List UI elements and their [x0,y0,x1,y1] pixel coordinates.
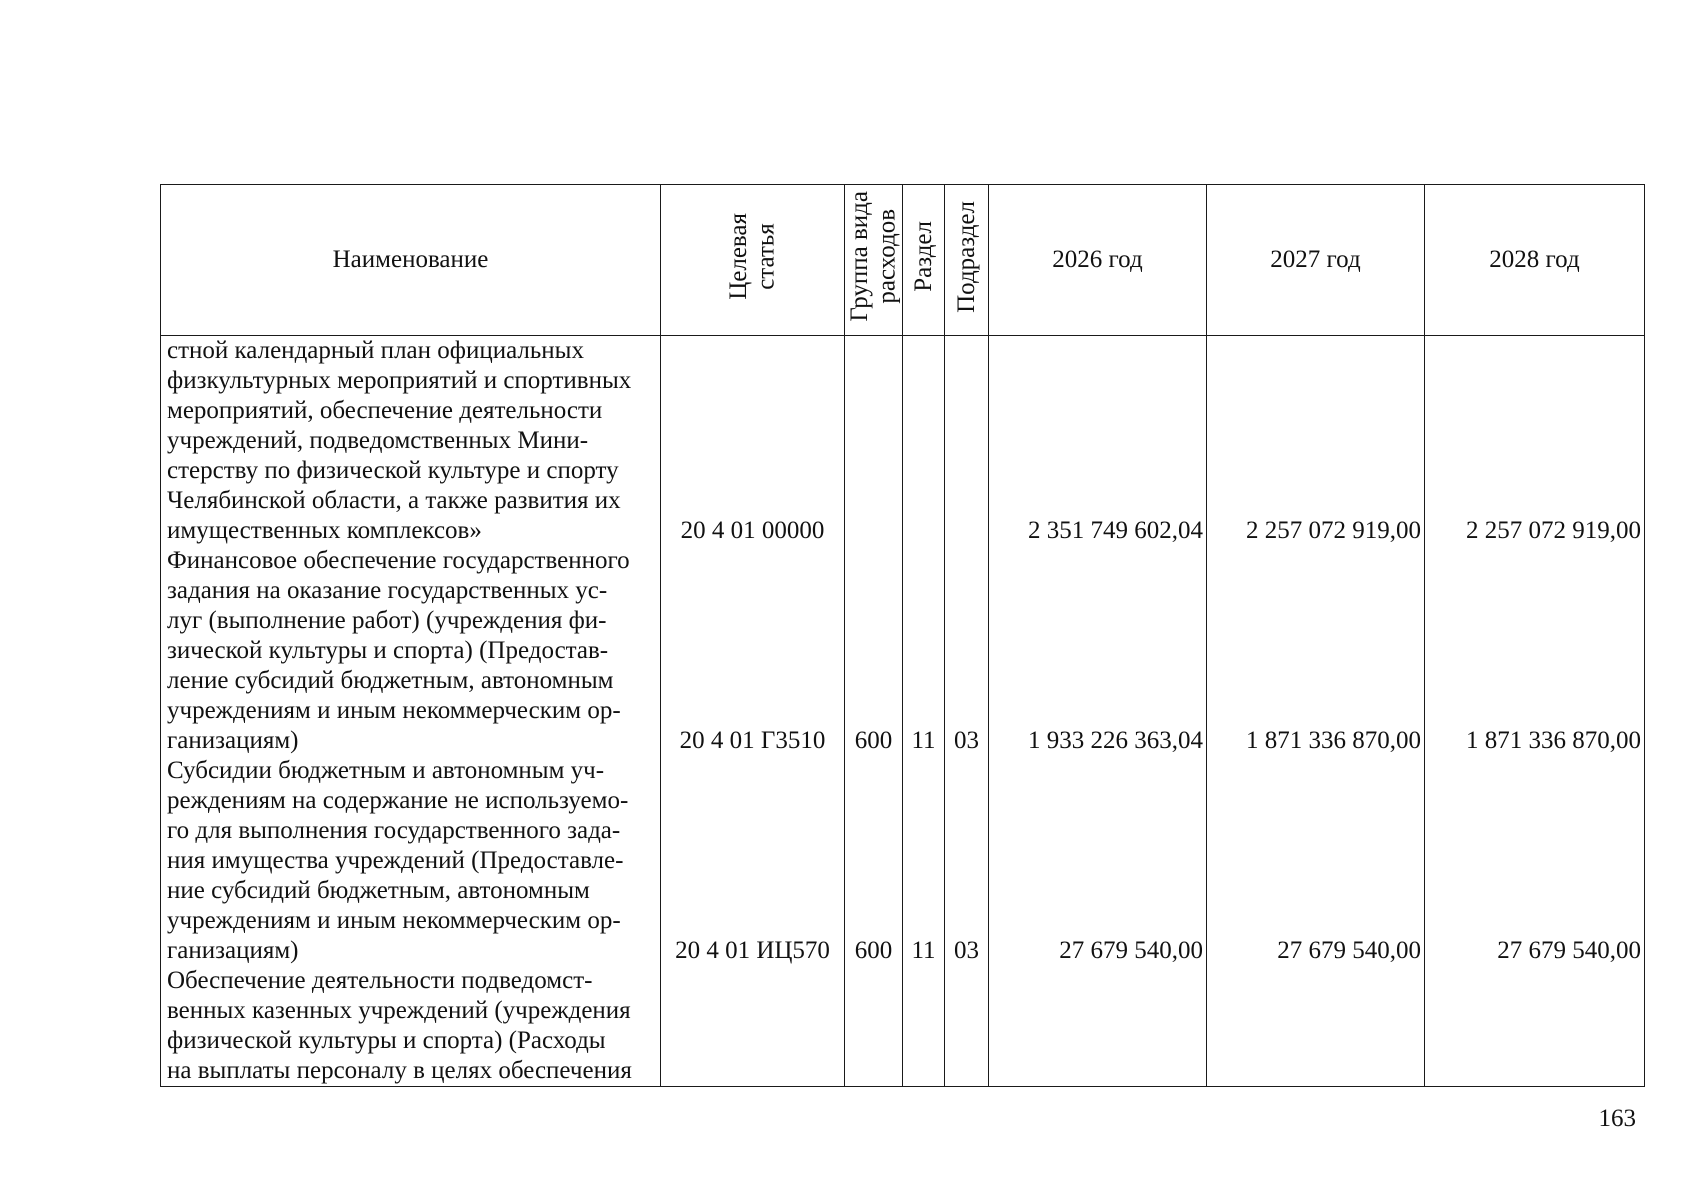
target-article-cell: 20 4 01 00000 [680,517,825,544]
name-line: Челябинской области, а также развития их [167,487,621,514]
name-line: Обеспечение деятельности подведомст- [167,967,593,994]
header-2026: 2026 год [989,185,1207,336]
name-line: венных казенных учреждений (учреждения [167,997,631,1024]
header-target-article-text: Целевая статья [725,213,780,300]
section-cell: 11 [911,937,936,964]
header-expense-group-text: Группа вида расходов [846,191,901,322]
name-line: ния имущества учреждений (Предоставле- [167,847,624,874]
name-line: го для выполнения государственного зада- [167,817,621,844]
amount-2028-cell: 27 679 540,00 [1497,937,1641,964]
header-expense-group [845,185,903,336]
header-subsection-text: Подраздел [952,200,980,313]
page-number: 163 [1598,1105,1636,1132]
table-header-row [161,185,1645,336]
name-text-block [167,336,656,1086]
name-line: задания на оказание государственных ус- [167,577,608,604]
name-line: ление субсидий бюджетным, автономным [167,667,614,694]
subsection-cell: 03 [954,937,979,964]
header-section-text: Раздел [909,221,937,292]
amount-2026-cell: 1 933 226 363,04 [1028,727,1203,754]
name-line: физической культуры и спорта) (Расходы [167,1027,606,1054]
amount-2027-cell: 2 257 072 919,00 [1246,517,1421,544]
name-line: физкультурных мероприятий и спортивных [167,367,632,394]
name-column [161,336,661,1087]
amount-2026-column [989,336,1207,1087]
header-2027: 2027 год [1207,185,1425,336]
amount-2027-cell: 1 871 336 870,00 [1246,727,1421,754]
name-line: Субсидии бюджетным и автономным уч- [167,757,605,784]
name-line: ганизациям) [167,937,299,964]
budget-table [160,184,1645,1087]
amount-2027-cell: 27 679 540,00 [1277,937,1421,964]
header-section [903,185,945,336]
expense-group-column [845,336,903,1087]
amount-2028-column [1425,336,1645,1087]
name-line: на выплаты персоналу в целях обеспечения [167,1057,632,1084]
section-column [903,336,945,1087]
name-line: мероприятий, обеспечение деятельности [167,397,603,424]
amount-2028-cell: 2 257 072 919,00 [1466,517,1641,544]
expense-group-cell: 600 [854,727,893,754]
name-line: стерству по физической культуре и спорту [167,457,619,484]
expense-group-cell: 600 [854,937,893,964]
header-2028: 2028 год [1425,185,1645,336]
name-line: стной календарный план официальных [167,337,584,364]
name-line: ганизациям) [167,727,299,754]
name-line: зической культуры и спорта) (Предостав- [167,637,609,664]
amount-2027-column [1207,336,1425,1087]
target-article-column [661,336,845,1087]
name-line: Финансовое обеспечение государственного [167,547,630,574]
header-target-article [661,185,845,336]
name-line: учреждениям и иным некоммерческим ор- [167,697,621,724]
amount-2026-cell: 27 679 540,00 [1059,937,1203,964]
name-line: ние субсидий бюджетным, автономным [167,877,590,904]
subsection-cell: 03 [954,727,979,754]
subsection-column [945,336,989,1087]
name-line: луг (выполнение работ) (учреждения фи- [167,607,607,634]
header-subsection [945,185,989,336]
header-name: Наименование [161,185,661,336]
section-cell: 11 [911,727,936,754]
amount-2026-cell: 2 351 749 602,04 [1028,517,1203,544]
name-line: имущественных комплексов» [167,517,482,544]
amount-2028-cell: 1 871 336 870,00 [1466,727,1641,754]
name-line: реждениям на содержание не используемо- [167,787,629,814]
table-body-row [161,336,1645,1087]
target-article-cell: 20 4 01 Г3510 [679,727,826,754]
name-line: учреждений, подведомственных Мини- [167,427,589,454]
target-article-cell: 20 4 01 ИЦ570 [675,937,830,964]
name-line: учреждениям и иным некоммерческим ор- [167,907,621,934]
